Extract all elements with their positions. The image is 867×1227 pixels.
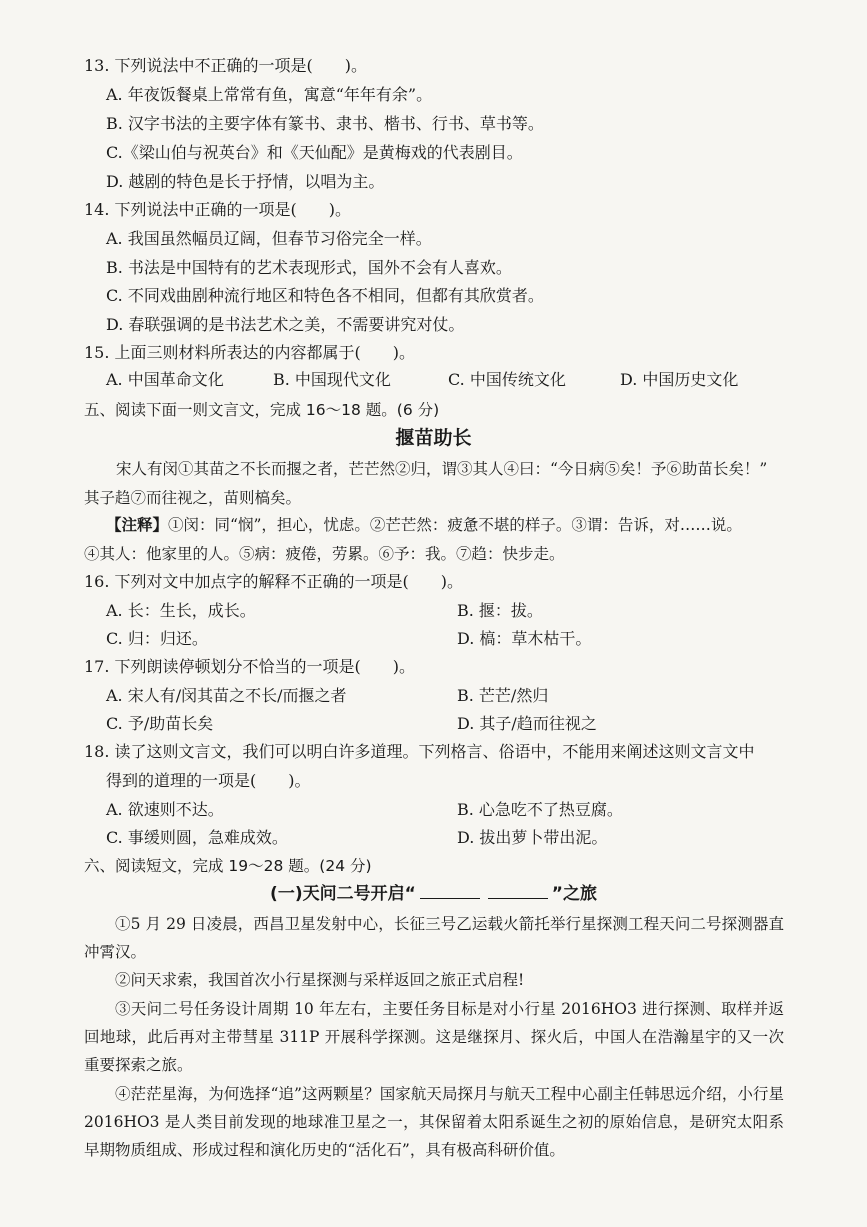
- notes-line-2: ④其人：他家里的人。⑤病：疲倦，劳累。⑥予：我。⑦趋：快步走。: [84, 545, 565, 563]
- reading-title-end: ”之旅: [551, 884, 597, 904]
- reading-paragraph-1: ①5 月 29 日凌晨，西昌卫星发射中心，长征三号乙运载火箭托举行星探测工程天问二号探测器直冲霄汉。: [84, 915, 784, 961]
- question-15-stem: 15. 上面三则材料所表达的内容都属于( )。: [84, 343, 416, 362]
- reading-paragraph-2: ②问天求索，我国首次小行星探测与采样返回之旅正式启程!: [115, 971, 525, 989]
- question-16-stem: 16. 下列对文中加点字的解释不正确的一项是( )。: [84, 572, 464, 591]
- question-17-option-a: A. 宋人有/闵其苗之不长/而揠之者: [106, 686, 347, 705]
- question-14-option-c: C. 不同戏曲剧种流行地区和特色各不相同，但都有其欣赏者。: [106, 286, 544, 305]
- passage-title: 揠苗助长: [395, 427, 472, 449]
- question-16-option-b: B. 揠：拔。: [457, 601, 543, 620]
- question-13-option-c: C.《梁山伯与祝英台》和《天仙配》是黄梅戏的代表剧目。: [106, 143, 523, 162]
- question-14-option-a: A. 我国虽然幅员辽阔，但春节习俗完全一样。: [106, 229, 432, 248]
- question-18-stem-line-2: 得到的道理的一项是( )。: [106, 771, 311, 790]
- question-16-option-a: A. 长：生长，成长。: [106, 601, 256, 620]
- question-17-option-d: D. 其子/趋而往视之: [457, 714, 597, 733]
- question-16-option-c: C. 归：归还。: [106, 629, 208, 648]
- question-15-option-c: C. 中国传统文化: [448, 370, 566, 389]
- section-5-heading: 五、阅读下面一则文言文，完成 16～18 题。(6 分): [84, 401, 440, 419]
- question-17-option-b: B. 芒芒/然归: [457, 686, 549, 705]
- question-14-option-d: D. 春联强调的是书法艺术之美，不需要讲究对仗。: [106, 315, 465, 334]
- question-14-option-b: B. 书法是中国特有的艺术表现形式，国外不会有人喜欢。: [106, 258, 512, 277]
- notes-line-1: [106, 515, 742, 535]
- question-16-option-d: D. 槁：草木枯干。: [457, 629, 592, 648]
- reading-paragraph-4: ④茫茫星海，为何选择“追”这两颗星？国家航天局探月与航天工程中心副主任韩思远介绍，小行星 2016HO3 是人类目前发现的地球准卫星之一，其保留着太阳系诞生之初的原始信息，是研究太阳系早期物质组成、形成过程和演化历史的“活化石”，具有极高科研价值。: [84, 1085, 784, 1159]
- question-18-option-c: C. 事缓则圆，急难成效。: [106, 828, 288, 847]
- passage-line-2: 其子趋⑦而往视之，苗则槁矣。: [84, 489, 302, 507]
- question-13-option-a: A. 年夜饭餐桌上常常有鱼，寓意“年年有余”。: [106, 85, 433, 104]
- question-13-option-b: B. 汉字书法的主要字体有篆书、隶书、楷书、行书、草书等。: [106, 114, 544, 133]
- passage-line-1: 宋人有闵①其苗之不长而揠之者，芒芒然②归，谓③其人④曰：“今日病⑤矣！予⑥助苗长矣！”: [116, 460, 768, 478]
- question-15-option-a: A. 中国革命文化: [106, 370, 224, 389]
- reading-title: [0, 884, 867, 904]
- notes-label: 【注释】: [106, 515, 169, 534]
- question-17-option-c: C. 予/助苗长矣: [106, 714, 214, 733]
- question-18-option-b: B. 心急吃不了热豆腐。: [457, 800, 623, 819]
- question-18-option-d: D. 拔出萝卜带出泥。: [457, 828, 608, 847]
- section-6-heading: 六、阅读短文，完成 19～28 题。(24 分): [84, 857, 372, 875]
- notes-text-1: ①闵：同“悯”，担心，忧虑。②芒芒然：疲惫不堪的样子。③谓：告诉，对……说。: [168, 516, 742, 534]
- question-15-option-b: B. 中国现代文化: [273, 370, 391, 389]
- question-17-stem: 17. 下列朗读停顿划分不恰当的一项是( )。: [84, 657, 416, 676]
- question-14-stem: 14. 下列说法中正确的一项是( )。: [84, 200, 352, 219]
- reading-paragraph-3: ③天问二号任务设计周期 10 年左右，主要任务目标是对小行星 2016HO3 进行探测、取样并返回地球，此后再对主带彗星 311P 开展科学探测。这是继探月、探火后，中国人在浩瀚星宇的又一次重要探索之旅。: [84, 1000, 784, 1074]
- title-blank-2[interactable]: [488, 884, 548, 899]
- question-15-option-d: D. 中国历史文化: [620, 370, 739, 389]
- question-13-stem: 13. 下列说法中不正确的一项是( )。: [84, 56, 368, 75]
- title-blank-1[interactable]: [420, 884, 480, 899]
- question-18-option-a: A. 欲速则不达。: [106, 800, 224, 819]
- reading-title-start: (一)天问二号开启“: [270, 884, 416, 904]
- question-13-option-d: D. 越剧的特色是长于抒情，以唱为主。: [106, 172, 385, 191]
- question-18-stem-line-1: 18. 读了这则文言文，我们可以明白许多道理。下列格言、俗语中，不能用来阐述这则文言文中: [84, 742, 755, 761]
